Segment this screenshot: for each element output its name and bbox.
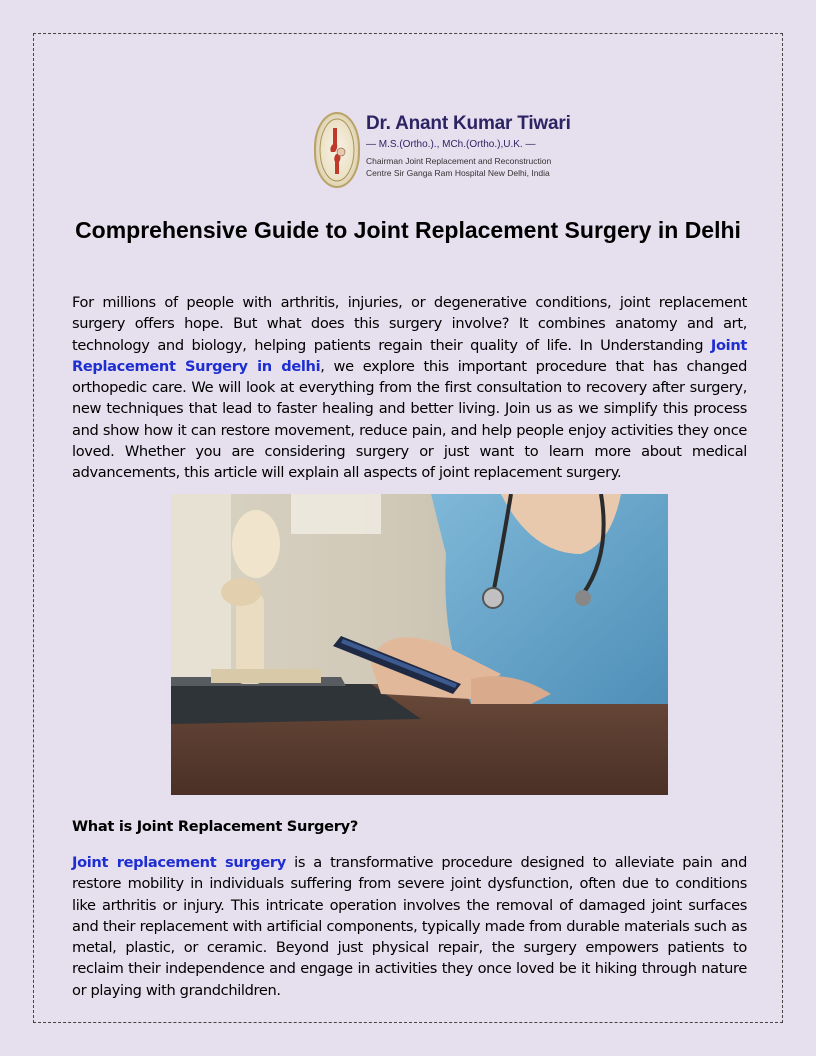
doctor-qualifications: — M.S.(Ortho.)., MCh.(Ortho.),U.K. — — [366, 139, 536, 150]
section-heading: What is Joint Replacement Surgery? — [72, 818, 359, 835]
joint-replacement-delhi-link[interactable]: Joint Replacement Surgery in delhi — [72, 336, 747, 375]
joint-replacement-surgery-link[interactable]: Joint replacement surgery — [72, 854, 286, 871]
doctor-position: Chairman Joint Replacement and Reconstruction Centre Sir Ganga Ram Hospital New Delhi, India — [366, 156, 552, 178]
article-title: Comprehensive Guide to Joint Replacement Surgery in Delhi — [75, 217, 741, 243]
doctor-logo — [314, 112, 571, 192]
knee-emblem-icon — [314, 112, 360, 188]
intro-paragraph: For millions of people with arthritis, injuries, or degenerative conditions, joint replacement surgery offers hope. But what does this surgery involve? It combines anatomy and art, technology and biology, helping patients regain their quality of life. In Understanding Joint Replacement Surgery in delhi, we explore this important procedure that has changed orthopedic care. We will look at everything from the first consultation to recovery after surgery, new techniques that lead to faster healing and better living. Join us as we simplify this process and show how it can restore movement, reduce pain, and help people enjoy activities they once loved. Whether you are considering surgery or just want to learn more about medical advancements, this article will explain all aspects of joint replacement surgery. — [72, 294, 747, 482]
doctor-with-phone-photo — [171, 494, 668, 795]
section-paragraph: Joint replacement surgery is a transformative procedure designed to alleviate pain and restore mobility in individuals suffering from severe joint dysfunction, often due to conditions like arthritis or injury. This intricate operation involves the removal of damaged joint surfaces and their replacement with artificial components, typically made from durable materials such as metal, plastic, or ceramic. Beyond just physical repair, the surgery empowers patients to reclaim their independence and engage in activities they once loved be it hiking through nature or playing with grandchildren. — [72, 854, 747, 999]
doctor-name: Dr. Anant Kumar Tiwari — [366, 113, 571, 134]
